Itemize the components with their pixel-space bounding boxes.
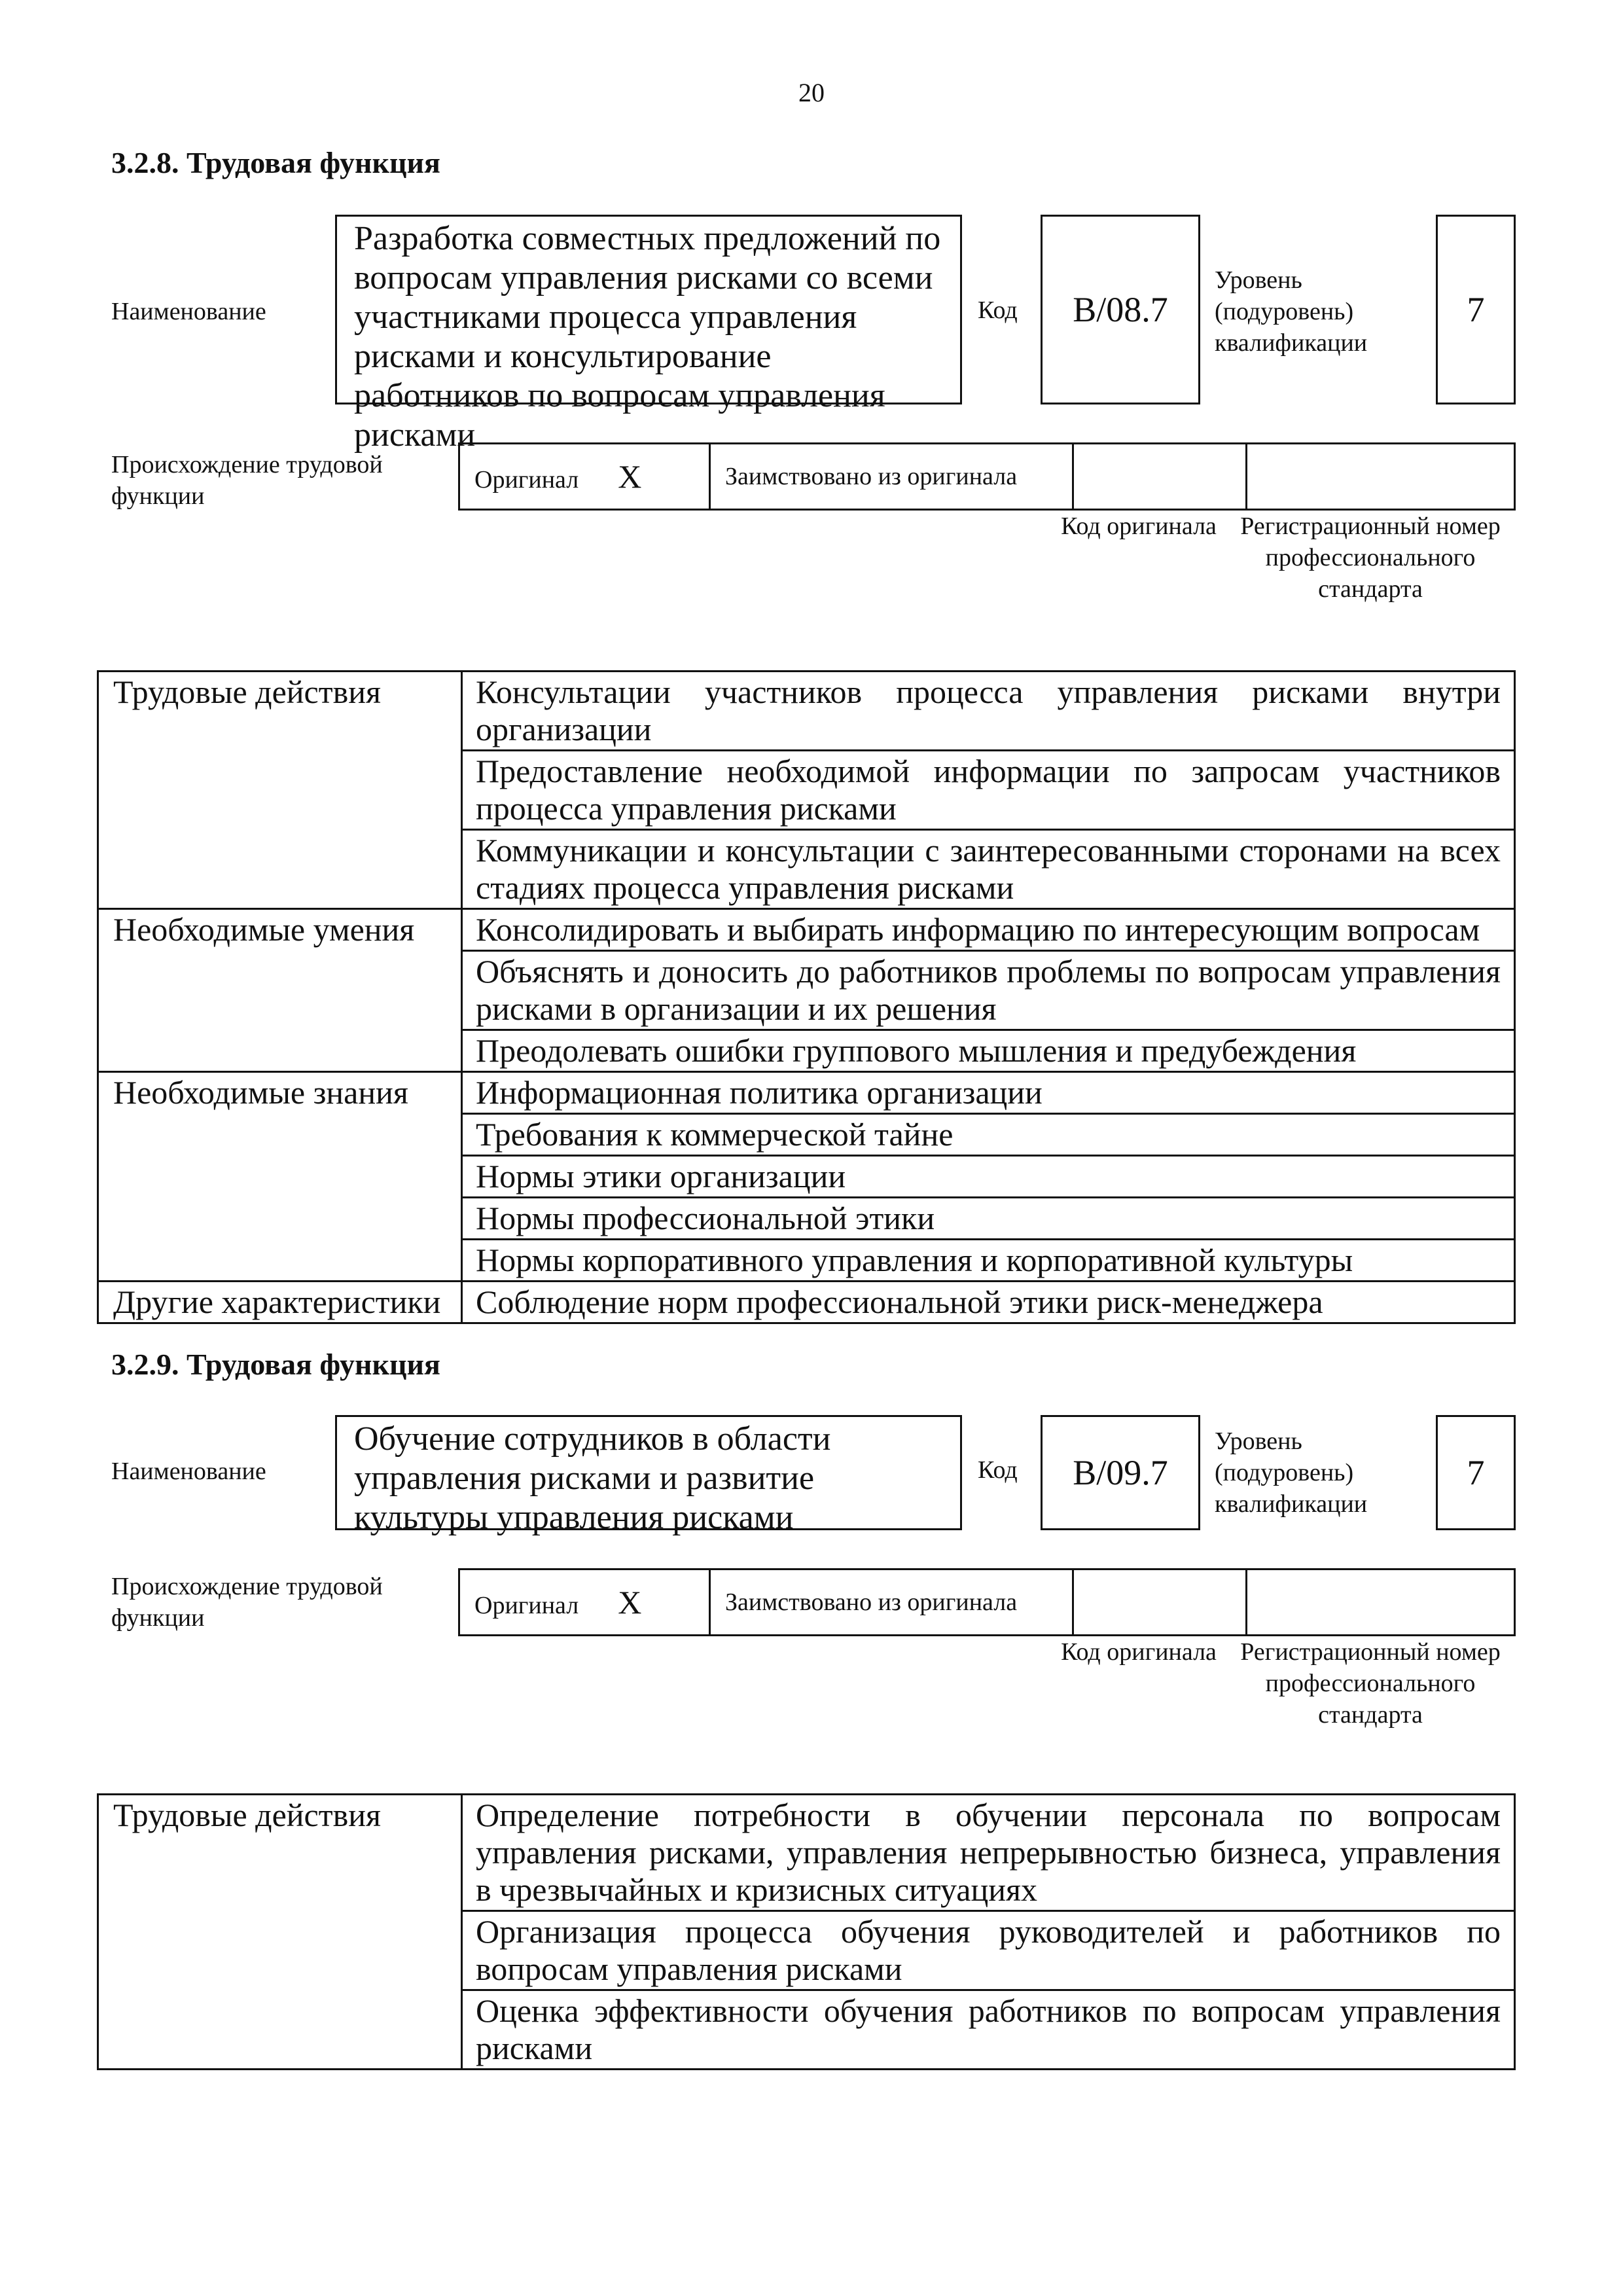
- item-cell: Требования к коммерческой тайне: [462, 1114, 1515, 1156]
- original-cell: [459, 444, 710, 510]
- qualification-level-box: 7: [1436, 1415, 1516, 1530]
- item-cell: Нормы корпоративного управления и корпоративной культуры: [462, 1240, 1515, 1282]
- code-label: Код: [978, 1456, 1018, 1484]
- qualification-level-box: 7: [1436, 215, 1516, 404]
- original-mark: X: [618, 458, 642, 495]
- page-number: 20: [798, 78, 825, 107]
- origin-table: [458, 442, 1516, 511]
- category-cell: Необходимые умения: [98, 909, 462, 1072]
- item-cell: Определение потребности в обучении персонала по вопросам управления рисками, управления непрерывностью бизнеса, управления в чрезвычайных и кризисных ситуациях: [462, 1795, 1515, 1911]
- item-cell: Организация процесса обучения руководителей и работников по вопросам управления рисками: [462, 1911, 1515, 1990]
- item-cell: Оценка эффективности обучения работников по вопросам управления рисками: [462, 1990, 1515, 2070]
- registration-number-cell: [1247, 1570, 1515, 1636]
- borrowed-cell: Заимствовано из оригинала: [710, 1570, 1073, 1636]
- original-label: Оригинал: [474, 466, 579, 493]
- category-cell: Другие характеристики: [98, 1282, 462, 1323]
- borrowed-cell: Заимствовано из оригинала: [710, 444, 1073, 510]
- level-label: Уровень (подуровень) квалификации: [1215, 266, 1368, 357]
- origin-label: Происхождение трудовой функции: [111, 451, 383, 510]
- origin-label: Происхождение трудовой функции: [111, 1573, 383, 1632]
- original-mark: X: [618, 1584, 642, 1621]
- original-cell: [459, 1570, 710, 1636]
- original-code-cell: [1073, 1570, 1247, 1636]
- item-cell: Коммуникации и консультации с заинтересованными сторонами на всех стадиях процесса управления рисками: [462, 830, 1515, 909]
- item-cell: Информационная политика организации: [462, 1072, 1515, 1114]
- function-name-box: Разработка совместных предложений по вопросам управления рисками со всеми участниками процесса управления рисками и консультирование работников по вопросам управления рисками: [335, 215, 962, 404]
- item-cell: Консолидировать и выбирать информацию по интересующим вопросам: [462, 909, 1515, 951]
- registration-number-caption: Регистрационный номер профессионального стандарта: [1240, 512, 1501, 603]
- item-cell: Консультации участников процесса управления рисками внутри организации: [462, 672, 1515, 751]
- function-code-box: B/09.7: [1041, 1415, 1200, 1530]
- name-label: Наименование: [111, 1458, 266, 1485]
- item-cell: Преодолевать ошибки группового мышления и предубеждения: [462, 1030, 1515, 1072]
- original-code-caption: Код оригинала: [1061, 512, 1217, 540]
- category-cell: Трудовые действия: [98, 1795, 462, 2070]
- original-code-cell: [1073, 444, 1247, 510]
- category-cell: Трудовые действия: [98, 672, 462, 909]
- origin-table: [458, 1568, 1516, 1636]
- name-label: Наименование: [111, 298, 266, 325]
- code-label: Код: [978, 296, 1018, 324]
- original-code-caption: Код оригинала: [1061, 1638, 1217, 1666]
- function-details-table: [97, 670, 1516, 1324]
- item-cell: Нормы профессиональной этики: [462, 1198, 1515, 1240]
- item-cell: Соблюдение норм профессиональной этики риск-менеджера: [462, 1282, 1515, 1323]
- item-cell: Предоставление необходимой информации по запросам участников процесса управления рисками: [462, 751, 1515, 830]
- item-cell: Нормы этики организации: [462, 1156, 1515, 1198]
- section-title: 3.2.9. Трудовая функция: [111, 1348, 440, 1381]
- function-code-box: B/08.7: [1041, 215, 1200, 404]
- original-label: Оригинал: [474, 1592, 579, 1619]
- registration-number-caption: Регистрационный номер профессионального стандарта: [1240, 1638, 1501, 1729]
- section-title: 3.2.8. Трудовая функция: [111, 146, 440, 179]
- registration-number-cell: [1247, 444, 1515, 510]
- item-cell: Объяснять и доносить до работников проблемы по вопросам управления рисками в организации и их решения: [462, 951, 1515, 1030]
- category-cell: Необходимые знания: [98, 1072, 462, 1282]
- level-label: Уровень (подуровень) квалификации: [1215, 1427, 1368, 1518]
- function-name-box: Обучение сотрудников в области управления рисками и развитие культуры управления рисками: [335, 1415, 962, 1530]
- function-details-table: [97, 1793, 1516, 2070]
